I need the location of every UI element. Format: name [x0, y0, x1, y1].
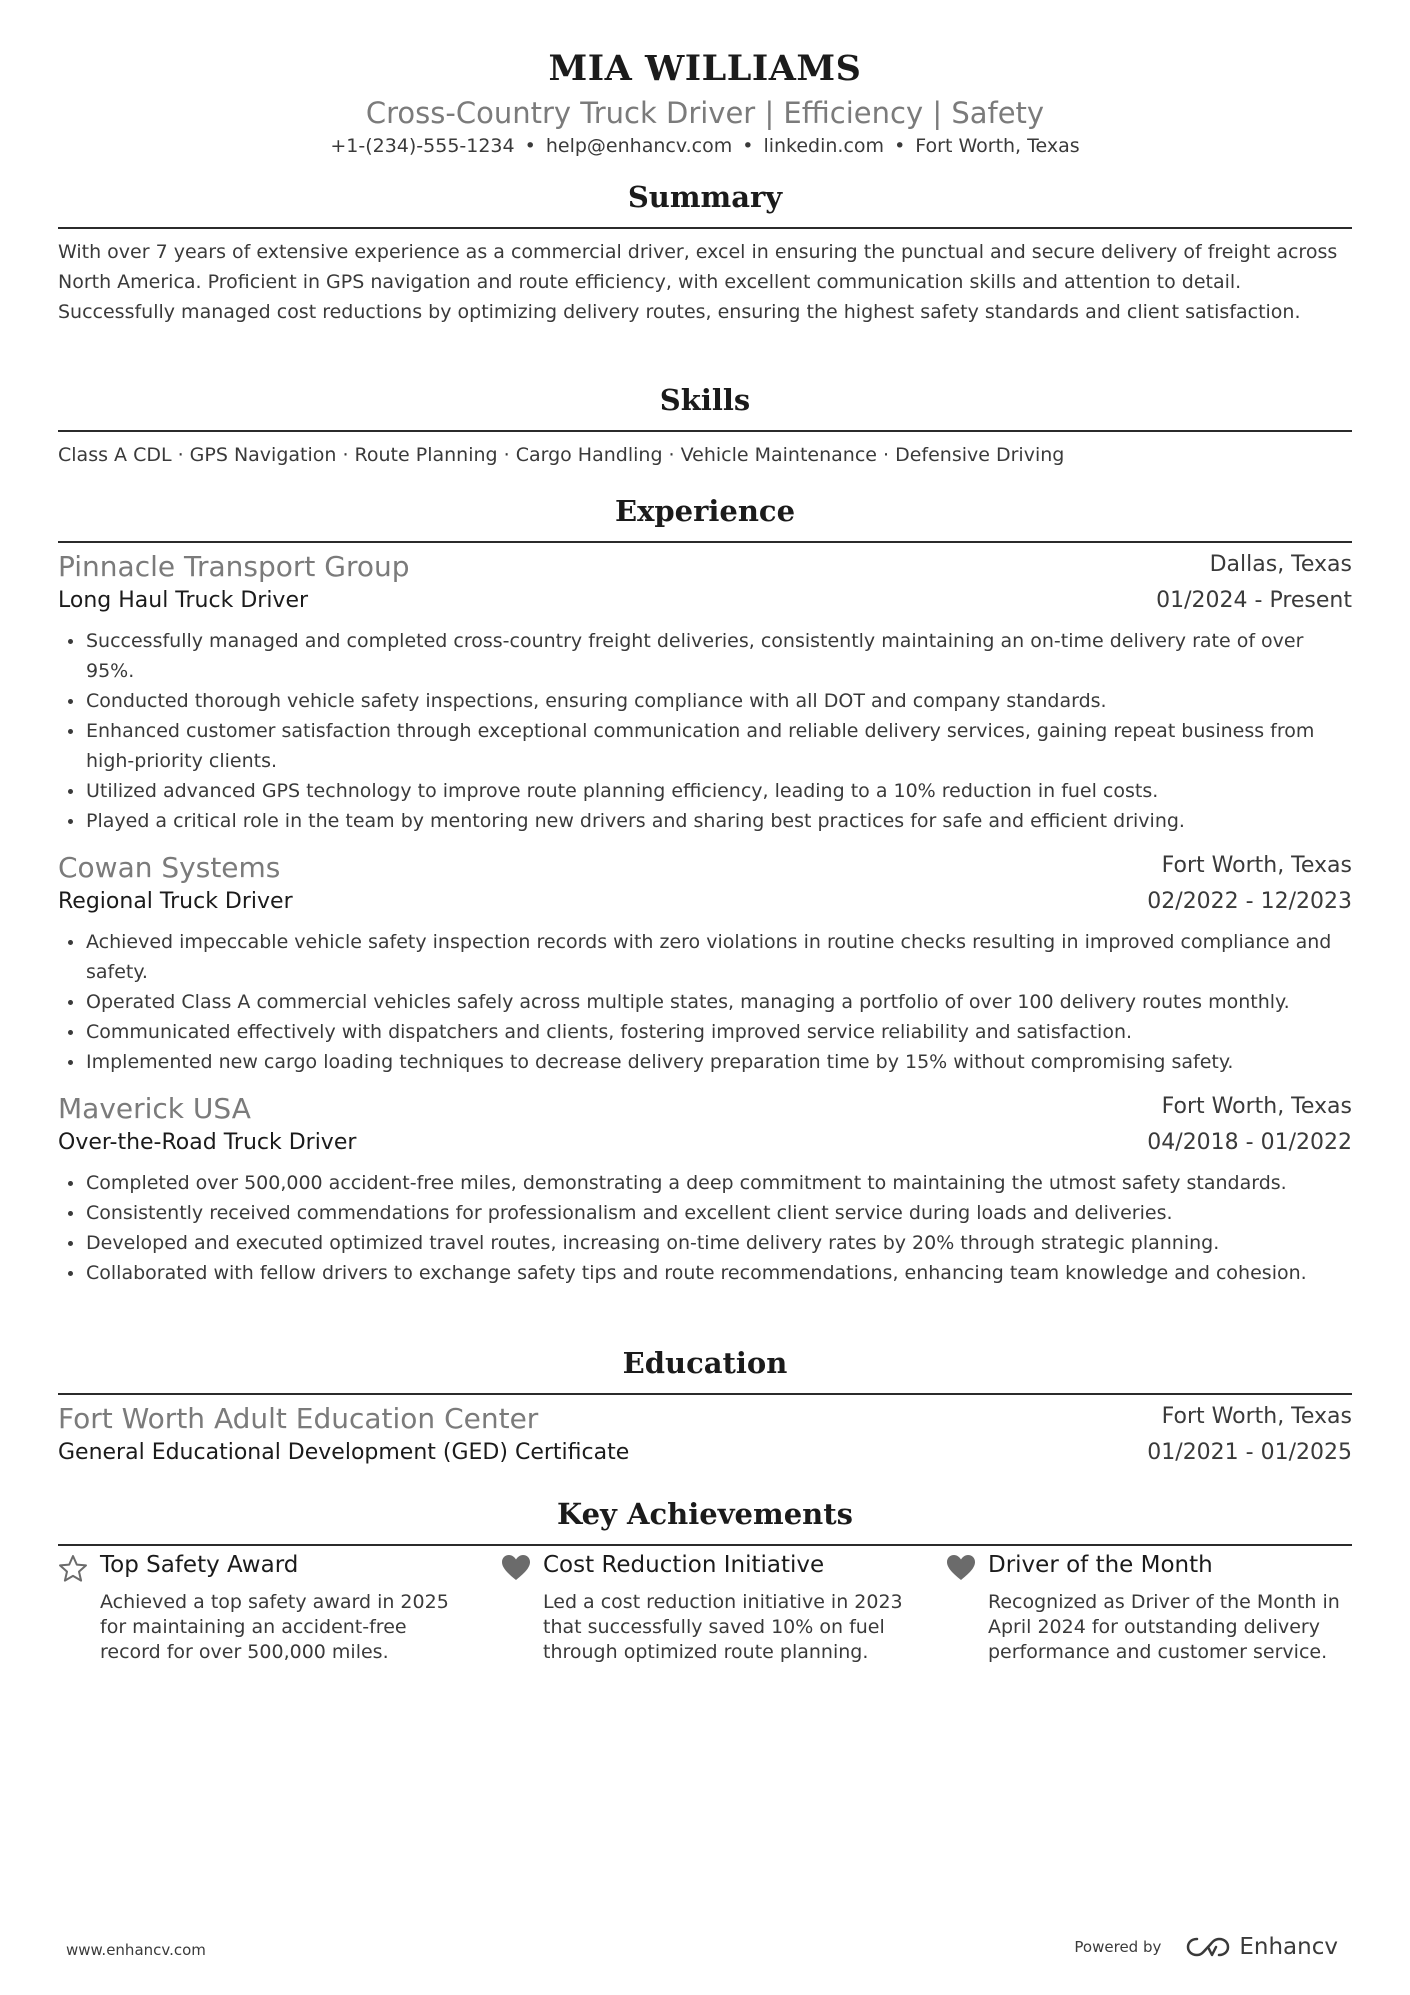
job-bullet: Completed over 500,000 accident-free miles, demonstrating a deep commitment to maintaining the utmost safety standards. [58, 1168, 1352, 1198]
job-bullet: Implemented new cargo loading techniques to decrease delivery preparation time by 15% without compromising safety. [58, 1047, 1352, 1077]
job-bullets [58, 927, 1352, 1077]
education-heading: Education [622, 1346, 788, 1380]
company-name: Maverick USA [58, 1092, 251, 1125]
job-bullet: Conducted thorough vehicle safety inspections, ensuring compliance with all DOT and company standards. [58, 686, 1352, 716]
skills-heading: Skills [659, 383, 751, 417]
achievement-title: Top Safety Award [100, 1552, 299, 1578]
job-location: Dallas, Texas [1209, 552, 1352, 577]
job-bullet: Operated Class A commercial vehicles safely across multiple states, managing a portfolio of over 100 delivery routes monthly. [58, 987, 1352, 1017]
footer-branding [1074, 1930, 1338, 1964]
heart-icon [946, 1554, 976, 1582]
achievement-title: Driver of the Month [988, 1552, 1213, 1578]
company-name: Pinnacle Transport Group [58, 550, 410, 583]
job-bullet: Utilized advanced GPS technology to improve route planning efficiency, leading to a 10% reduction in fuel costs. [58, 776, 1352, 806]
candidate-headline: Cross-Country Truck Driver | Efficiency | Safety [365, 96, 1045, 130]
job-bullet: Achieved impeccable vehicle safety inspection records with zero violations in routine checks resulting in improved compliance and safety. [58, 927, 1352, 987]
school-name: Fort Worth Adult Education Center [58, 1402, 539, 1435]
enhancv-logo[interactable] [1185, 1934, 1338, 1960]
job-bullet: Enhanced customer satisfaction through exceptional communication and reliable delivery services, gaining repeat business from high-priority clients. [58, 716, 1352, 776]
school-location: Fort Worth, Texas [1161, 1404, 1352, 1429]
job-bullet: Developed and executed optimized travel routes, increasing on-time delivery rates by 20% through strategic planning. [58, 1228, 1352, 1258]
education-divider [58, 1393, 1352, 1395]
linkedin-link[interactable]: linkedin.com [763, 135, 885, 157]
achievement-description: Led a cost reduction initiative in 2023 that successfully saved 10% on fuel through optimized route planning. [543, 1591, 903, 1663]
heart-icon [501, 1554, 531, 1582]
experience-heading: Experience [614, 494, 796, 528]
job-bullet: Played a critical role in the team by mentoring new drivers and sharing best practices for safe and efficient driving. [58, 806, 1352, 836]
job-bullet: Collaborated with fellow drivers to exchange safety tips and route recommendations, enhancing team knowledge and cohesion. [58, 1258, 1352, 1288]
job-bullet: Communicated effectively with dispatchers and clients, fostering improved service reliability and satisfaction. [58, 1017, 1352, 1047]
company-name: Cowan Systems [58, 851, 281, 884]
job-bullet: Consistently received commendations for professionalism and excellent client service during loads and deliveries. [58, 1198, 1352, 1228]
enhancv-logo-icon [1185, 1935, 1231, 1959]
separator-dot: • [524, 135, 536, 157]
job-dates: 04/2018 - 01/2022 [1147, 1130, 1352, 1155]
job-bullet: Successfully managed and completed cross-country freight deliveries, consistently maintaining an on-time delivery rate of over 95%. [58, 626, 1352, 686]
job-title: Over-the-Road Truck Driver [58, 1130, 357, 1155]
achievement-title: Cost Reduction Initiative [543, 1552, 825, 1578]
job-location: Fort Worth, Texas [1161, 853, 1352, 878]
job-dates: 02/2022 - 12/2023 [1147, 889, 1352, 914]
achievement-description: Achieved a top safety award in 2025 for maintaining an accident-free record for over 500,000 miles. [100, 1591, 449, 1663]
footer-website-link[interactable]: www.enhancv.com [66, 1941, 206, 1959]
phone[interactable]: +1-(234)-555-1234 [330, 135, 515, 157]
separator-dot: • [742, 135, 754, 157]
enhancv-brand-name: Enhancv [1239, 1934, 1338, 1960]
powered-by-label: Powered by [1074, 1938, 1162, 1956]
job-location: Fort Worth, Texas [1161, 1094, 1352, 1119]
separator-dot: • [894, 135, 906, 157]
achievement-description: Recognized as Driver of the Month in April 2024 for outstanding delivery performance and customer service. [988, 1591, 1340, 1663]
summary-heading: Summary [627, 180, 783, 214]
achievements-divider [58, 1544, 1352, 1546]
candidate-name: MIA WILLIAMS [548, 48, 862, 89]
achievements-heading: Key Achievements [557, 1497, 853, 1531]
candidate-location: Fort Worth, Texas [915, 135, 1080, 157]
job-bullets [58, 626, 1352, 836]
skills-list: Class A CDL · GPS Navigation · Route Planning · Cargo Handling · Vehicle Maintenance · Defensive Driving [58, 444, 1065, 466]
summary-divider [58, 227, 1352, 229]
degree-title: General Educational Development (GED) Certificate [58, 1440, 630, 1465]
education-dates: 01/2021 - 01/2025 [1147, 1440, 1352, 1465]
summary-text: With over 7 years of extensive experience as a commercial driver, excel in ensuring the punctual and secure delivery of freight across North America. Proficient in GPS navigation and route efficiency, with excellent communication skills and attention to detail. Successfully managed cost reductions by optimizing delivery routes, ensuring the highest safety standards and client satisfaction. [58, 241, 1338, 323]
job-bullets [58, 1168, 1352, 1288]
email[interactable]: help@enhancv.com [545, 135, 733, 157]
job-dates: 01/2024 - Present [1156, 588, 1352, 613]
skills-divider [58, 430, 1352, 432]
star-outline-icon [58, 1554, 88, 1582]
job-title: Regional Truck Driver [58, 889, 293, 914]
contact-line [0, 135, 1410, 157]
experience-divider [58, 541, 1352, 543]
job-title: Long Haul Truck Driver [58, 588, 309, 613]
